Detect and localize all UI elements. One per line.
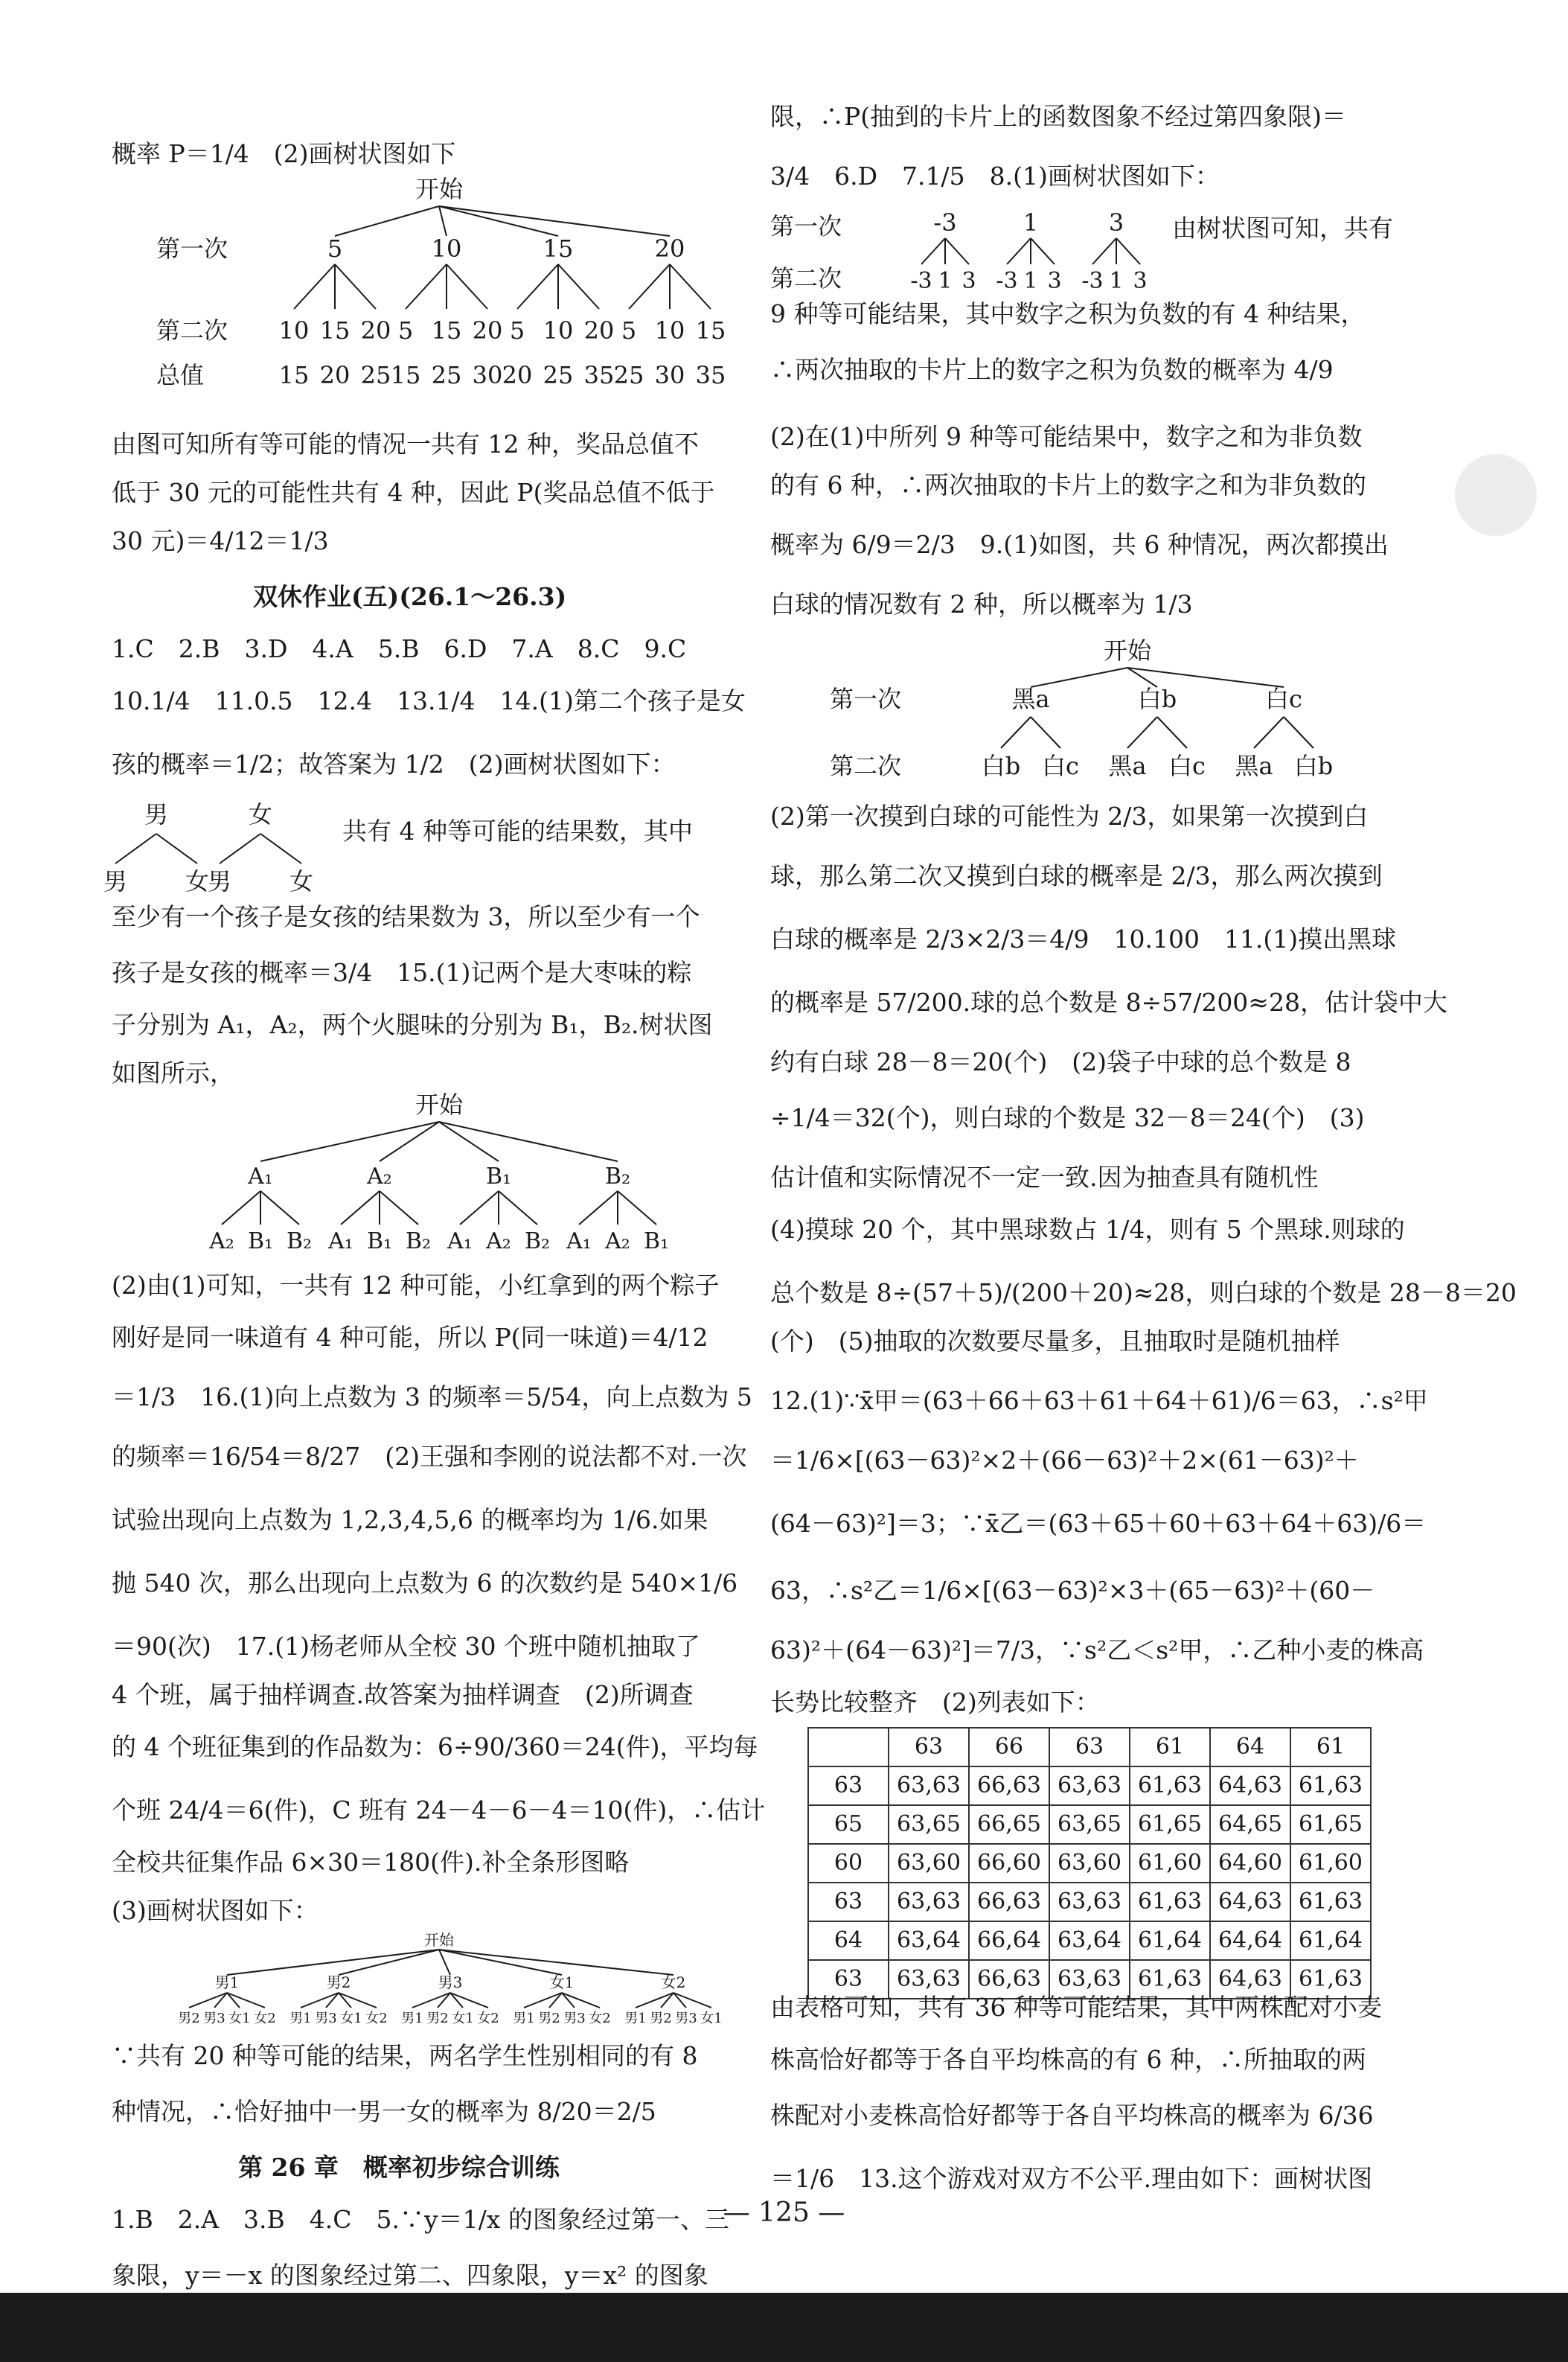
tree-node-label: 男2 (538, 2011, 560, 2026)
table-row (808, 1921, 1371, 1960)
text-line: 总个数是 8÷(57＋5)/(200＋20)≈28，则白球的个数是 28－8＝20 (770, 1278, 1517, 1307)
text-line: ＝1/6×[(63－63)²×2＋(66－63)²＋2×(61－63)²＋ (770, 1446, 1359, 1475)
stamp-watermark (1455, 454, 1537, 536)
tree-node-label: 男 (144, 800, 169, 829)
tree-node-label: 25 (431, 361, 462, 389)
tree-edge (115, 834, 156, 864)
tree-edge (1031, 238, 1055, 264)
zongzi-tree-diagram (156, 1091, 722, 1254)
tree-node-label: 20 (502, 361, 533, 389)
table-cell: 61,63 (1290, 1766, 1371, 1805)
tree-node-label: 15 (278, 361, 310, 389)
tree-edge (294, 264, 335, 309)
tree-node-label: 女 (248, 800, 273, 829)
tree-edge (1254, 717, 1284, 748)
tree-node-label: A₂ (209, 1228, 234, 1254)
text-line: 由表格可知，共有 36 种等可能结果，其中两株配对小麦 (770, 1993, 1382, 2022)
tree-edge (339, 1950, 439, 1975)
tree-edge (629, 264, 670, 309)
table-cell: 64,64 (1210, 1921, 1290, 1960)
tree-edge (1031, 717, 1060, 748)
tree-edge (1007, 238, 1031, 264)
tree-node-label: 男3 (438, 1973, 463, 1991)
table-cell: 63,64 (889, 1921, 969, 1960)
text-line: ∴两次抽取的卡片上的数字之积为负数的概率为 4/9 (770, 355, 1334, 384)
table-row (808, 1883, 1371, 1921)
text-line: 3/4 6.D 7.1/5 8.(1)画树状图如下： (770, 162, 1220, 191)
table-cell: 66,63 (969, 1960, 1049, 1999)
tree-node-label: A₁ (447, 1228, 473, 1254)
text-line: 1.C 2.B 3.D 4.A 5.B 6.D 7.A 8.C 9.C (112, 634, 687, 663)
tree-node-label: 男2 (650, 2011, 672, 2026)
tree-node-label: 20 (360, 316, 391, 345)
tree-node-label: 男1 (289, 2011, 312, 2026)
table-cell: 63,63 (1049, 1883, 1130, 1921)
tree-node-label: 3 (961, 268, 976, 294)
table-cell: 63,63 (889, 1883, 969, 1921)
tree-node-label: B₁ (485, 1164, 512, 1190)
tree-node-label: 10 (543, 316, 574, 345)
tree-node-label: 白c (1042, 752, 1079, 780)
text-line: 估计值和实际情况不一定一致.因为抽查具有随机性 (770, 1163, 1319, 1192)
tree-node-label: B₁ (247, 1228, 274, 1254)
table-cell: 66,63 (969, 1883, 1049, 1921)
tree-node-label: 10 (278, 316, 310, 345)
tree-node-label: -3 (910, 268, 932, 294)
text-line: 白球的情况数有 2 种，所以概率为 1/3 (770, 590, 1193, 619)
tree-edge (1001, 717, 1031, 748)
tree-edge (1127, 717, 1157, 748)
text-line: 63)²＋(64－63)²]＝7/3，∵s²乙＜s²甲，∴乙种小麦的株高 (770, 1635, 1424, 1664)
tree-node-label: 5 (621, 316, 637, 345)
text-line: 个班 24/4＝6(件)，C 班有 24－4－6－4＝10(件)，∴估计 (112, 1796, 766, 1825)
wheat-pairing-table (807, 1727, 1372, 1999)
section-heading: 第 26 章 概率初步综合训练 (238, 2153, 560, 2182)
tree-node-label: B₂ (286, 1228, 313, 1254)
tree-node-label: 1 (1109, 268, 1124, 294)
table-cell: 63,63 (889, 1960, 969, 1999)
tree-edge (439, 1122, 618, 1161)
tree-node-label: 20 (472, 316, 503, 345)
tree-node-label: 白b (1293, 752, 1334, 780)
text-line: ＝1/6 13.这个游戏对双方不公平.理由如下：画树状图 (770, 2164, 1373, 2193)
tree-node-label: -3 (933, 208, 957, 237)
tree-node-label: A₁ (248, 1164, 273, 1190)
tree-node-label: 10 (431, 234, 462, 263)
tree-node-label: 男1 (624, 2011, 647, 2026)
table-cell: 61,63 (1290, 1960, 1371, 1999)
tree-edge (558, 264, 599, 309)
table-cell: 61,64 (1130, 1921, 1210, 1960)
tree-node-label: 10 (654, 316, 685, 345)
text-line: 的 4 个班征集到的作品数为：6÷90/360＝24(件)，平均每 (112, 1732, 758, 1761)
tree-node-label: A₁ (566, 1228, 592, 1254)
text-line: (2)在(1)中所列 9 种等可能结果中，数字之和为非负数 (770, 422, 1363, 451)
text-line: 株高恰好都等于各自平均株高的有 6 种，∴所抽取的两 (770, 2045, 1366, 2074)
section-heading: 双休作业(五)(26.1～26.3) (253, 582, 567, 611)
tree-row-label: 第二次 (156, 316, 228, 345)
tree-node-label: 男3 (203, 2011, 225, 2026)
tree-node-label: 25 (543, 361, 574, 389)
table-header-cell: 63 (1049, 1728, 1130, 1766)
tree-edge (335, 206, 439, 236)
tree-node-label: 35 (583, 361, 615, 389)
tree-edge (1157, 717, 1187, 748)
table-cell: 61,63 (1130, 1883, 1210, 1921)
tree-node-label: 女1 (549, 1973, 575, 1991)
tree-edge (499, 1191, 537, 1225)
tree-node-label: 女1 (228, 2011, 251, 2026)
tree-edge (222, 1191, 260, 1225)
tree-node-label: B₁ (643, 1228, 670, 1254)
tree-edge (260, 834, 301, 864)
text-line: 1.B 2.A 3.B 4.C 5.∵y＝1/x 的图象经过第一、三 (112, 2205, 729, 2234)
tree-node-label: 1 (938, 268, 953, 294)
tree-edge (260, 1122, 439, 1161)
tree-row-label: 第一次 (156, 234, 228, 263)
tree-node-label: 女2 (589, 2011, 611, 2026)
text-line: 株配对小麦株高恰好都等于各自平均株高的概率为 6/36 (770, 2101, 1374, 2130)
tree-node-label: B₁ (366, 1228, 393, 1254)
table-cell: 61,60 (1130, 1844, 1210, 1883)
text-line: 的有 6 种，∴两次抽取的卡片上的数字之和为非负数的 (770, 470, 1366, 499)
tree-root-label: 开始 (415, 1091, 464, 1119)
tree-edge (618, 1191, 656, 1225)
tree-node-label: 男2 (426, 2011, 449, 2026)
tree-node-label: 男2 (178, 2011, 200, 2026)
text-line: (3)画树状图如下： (112, 1896, 319, 1925)
tree-node-label: 女2 (254, 2011, 276, 2026)
text-line: 共有 4 种等可能的结果数，其中 (342, 817, 693, 846)
table-cell: 63,63 (889, 1766, 969, 1805)
text-line: 刚好是同一味道有 4 种可能，所以 P(同一味道)＝4/12 (112, 1323, 708, 1352)
tree-node-label: 女1 (340, 2011, 362, 2026)
table-cell: 63,60 (1049, 1844, 1130, 1883)
text-line: 孩的概率＝1/2；故答案为 1/2 (2)画树状图如下： (112, 750, 676, 779)
table-header-row (808, 1728, 1371, 1766)
tree-node-label: 25 (613, 361, 644, 389)
text-line: (2)第一次摸到白球的可能性为 2/3，如果第一次摸到白 (770, 802, 1369, 831)
tree-node-label: B₂ (405, 1228, 432, 1254)
tree-edge (439, 1950, 450, 1975)
scan-edge-bar (0, 2293, 1568, 2362)
tree-node-label: 男3 (675, 2011, 697, 2026)
table-cell: 61,60 (1290, 1844, 1371, 1883)
tree-edge (460, 1191, 499, 1225)
tree-node-label: 女2 (661, 1973, 686, 1991)
table-cell: 63,60 (889, 1844, 969, 1883)
tree-node-label: 20 (654, 234, 685, 263)
tree-node-label: 3 (1108, 208, 1124, 237)
text-line: 约有白球 28－8＝20(个) (2)袋子中球的总个数是 8 (770, 1047, 1351, 1076)
tree-node-label: 30 (472, 361, 503, 389)
balls-tree-diagram (830, 636, 1351, 785)
table-cell: 61,65 (1130, 1805, 1210, 1844)
tree-node-label: 20 (319, 361, 351, 389)
text-line: 概率 P＝1/4 (2)画树状图如下 (112, 139, 456, 168)
text-line: 子分别为 A₁，A₂，两个火腿味的分别为 B₁，B₂.树状图 (112, 1010, 713, 1039)
tree-edge (1092, 238, 1116, 264)
tree-row-label: 总值 (156, 361, 205, 389)
text-line: 由图可知所有等可能的情况一共有 12 种，奖品总值不 (112, 430, 699, 459)
children-tree-diagram (103, 800, 320, 897)
table-cell: 63 (808, 1883, 889, 1921)
table-cell: 65 (808, 1805, 889, 1844)
tree-node-label: 25 (360, 361, 391, 389)
table-cell: 66,65 (969, 1805, 1049, 1844)
text-line: 至少有一个孩子是女孩的结果数为 3，所以至少有一个 (112, 902, 700, 931)
tree-edge (227, 1950, 439, 1975)
text-line: 种情况，∴恰好抽中一男一女的概率为 8/20＝2/5 (112, 2097, 656, 2126)
text-line: 63，∴s²乙＝1/6×[(63－63)²×3＋(65－63)²＋(60－ (770, 1576, 1375, 1605)
text-line: 如图所示， (112, 1059, 234, 1088)
text-line: ÷1/4＝32(个)，则白球的个数是 32－8＝24(个) (3) (770, 1103, 1365, 1132)
tree-edge (1116, 238, 1140, 264)
table-cell: 64,63 (1210, 1883, 1290, 1921)
table-header-cell: 63 (889, 1728, 969, 1766)
tree-node-label: -3 (996, 268, 1018, 294)
tree-node-label: 白c (1168, 752, 1206, 780)
text-line: 孩子是女孩的概率＝3/4 15.(1)记两个是大枣味的粽 (112, 958, 692, 987)
text-line: 球，那么第二次又摸到白球的概率是 2/3，那么两次摸到 (770, 861, 1383, 890)
text-line: 的概率是 57/200.球的总个数是 8÷57/200≈28，估计袋中大 (770, 988, 1447, 1017)
text-line: 9 种等可能结果，其中数字之积为负数的有 4 种结果， (770, 299, 1366, 328)
table-cell: 64,60 (1210, 1844, 1290, 1883)
tree-row-label: 第二次 (830, 752, 902, 780)
tree-root-label: 开始 (415, 175, 464, 203)
tree-node-label: 15 (319, 316, 351, 345)
table-cell: 63 (808, 1766, 889, 1805)
tree-node-label: 女2 (477, 2011, 499, 2026)
tree-edge (220, 834, 260, 864)
text-line: ＝1/3 16.(1)向上点数为 3 的频率＝5/54，向上点数为 5 (112, 1382, 752, 1411)
table-row (808, 1766, 1371, 1805)
tree-edge (517, 264, 558, 309)
prize-tree-diagram (156, 175, 726, 413)
table-cell: 64,63 (1210, 1960, 1290, 1999)
tree-node-label: B₂ (604, 1164, 631, 1190)
table-cell: 61,64 (1290, 1921, 1371, 1960)
tree-node-label: A₂ (486, 1228, 511, 1254)
tree-edge (447, 264, 487, 309)
students-tree-diagram (156, 1932, 722, 2029)
text-line: 长势比较整齐 (2)列表如下： (770, 1688, 1100, 1717)
tree-node-label: 白b (981, 752, 1021, 780)
table-cell: 63 (808, 1960, 889, 1999)
tree-node-label: 15 (390, 361, 421, 389)
tree-node-label: 黑a (1108, 752, 1147, 780)
tree-node-label: 1 (1023, 268, 1038, 294)
tree-node-label: 30 (654, 361, 685, 389)
table-cell: 60 (808, 1844, 889, 1883)
tree-node-label: 35 (695, 361, 726, 389)
text-line: 的频率＝16/54＝8/27 (2)王强和李刚的说法都不对.一次 (112, 1442, 747, 1471)
tree-edge (380, 1191, 418, 1225)
table-cell: 64,63 (1210, 1766, 1290, 1805)
tree-node-label: 15 (695, 316, 726, 345)
text-line: 试验出现向上点数为 1,2,3,4,5,6 的概率均为 1/6.如果 (112, 1505, 708, 1534)
text-line: 抛 540 次，那么出现向上点数为 6 的次数约是 540×1/6 (112, 1568, 738, 1597)
table-cell: 61,63 (1290, 1883, 1371, 1921)
text-line: 白球的概率是 2/3×2/3＝4/9 10.100 11.(1)摸出黑球 (770, 925, 1397, 954)
table-cell: 66,60 (969, 1844, 1049, 1883)
tree-node-label: 5 (509, 316, 525, 345)
text-line: (个) (5)抽取的次数要尽量多，且抽取时是随机抽样 (770, 1327, 1340, 1356)
tree-edge (921, 238, 945, 264)
cards-tree-diagram (770, 205, 1172, 298)
tree-row-label: 第二次 (770, 264, 842, 293)
table-header-cell: 61 (1130, 1728, 1210, 1766)
tree-edge (670, 264, 711, 309)
tree-node-label: 白b (1137, 685, 1177, 713)
tree-edge (439, 1950, 562, 1975)
tree-node-label: 男1 (401, 2011, 423, 2026)
tree-node-label: 黑a (1011, 685, 1050, 713)
tree-node-label: 5 (327, 234, 343, 263)
table-cell: 66,63 (969, 1766, 1049, 1805)
table-cell: 63,64 (1049, 1921, 1130, 1960)
text-line: ＝90(次) 17.(1)杨老师从全校 30 个班中随机抽取了 (112, 1632, 700, 1661)
table-header-cell: 66 (969, 1728, 1049, 1766)
tree-edge (579, 1191, 618, 1225)
tree-edge (260, 1191, 299, 1225)
tree-node-label: 男 (103, 867, 128, 896)
table-row (808, 1844, 1371, 1883)
table-row (808, 1805, 1371, 1844)
tree-node-label: A₂ (605, 1228, 630, 1254)
tree-node-label: 女2 (365, 2011, 388, 2026)
tree-node-label: 男1 (214, 1973, 240, 1991)
table-cell: 64 (808, 1921, 889, 1960)
tree-row-label: 第一次 (770, 212, 842, 240)
tree-node-label: 15 (543, 234, 574, 263)
text-line: 4 个班，属于抽样调查.故答案为抽样调查 (2)所调查 (112, 1680, 694, 1709)
tree-edge (335, 264, 376, 309)
table-cell: 63,65 (889, 1805, 969, 1844)
table-cell: 61,63 (1130, 1766, 1210, 1805)
text-line: (64－63)²]＝3；∵x̄乙＝(63＋65＋60＋63＋64＋63)/6＝ (770, 1509, 1427, 1538)
tree-node-label: A₁ (328, 1228, 353, 1254)
text-line: 12.(1)∵x̄甲＝(63＋66＋63＋61＋64＋61)/6＝63，∴s²甲 (770, 1386, 1428, 1415)
tree-row-label: 第一次 (830, 685, 902, 713)
tree-edge (439, 1950, 673, 1975)
tree-node-label: 男1 (513, 2011, 535, 2026)
tree-node-label: 女 (185, 867, 210, 896)
tree-edge (1284, 717, 1313, 748)
text-line: 低于 30 元的可能性共有 4 种，因此 P(奖品总值不低于 (112, 478, 715, 507)
tree-node-label: -3 (1081, 268, 1104, 294)
tree-node-label: 男3 (315, 2011, 337, 2026)
text-line: 30 元)＝4/12＝1/3 (112, 526, 329, 555)
tree-node-label: 男3 (563, 2011, 586, 2026)
text-line: 全校共征集作品 6×30＝180(件).补全条形图略 (112, 1848, 630, 1877)
text-line: ∵共有 20 种等可能的结果，两名学生性别相同的有 8 (112, 2041, 698, 2070)
tree-edge (945, 238, 969, 264)
tree-node-label: 20 (583, 316, 615, 345)
table-cell: 61,65 (1290, 1805, 1371, 1844)
text-line: 象限，y＝－x 的图象经过第二、四象限，y＝x² 的图象 (112, 2261, 708, 2290)
text-line: (4)摸球 20 个，其中黑球数占 1/4，则有 5 个黑球.则球的 (770, 1215, 1405, 1244)
tree-edge (439, 206, 558, 236)
tree-node-label: 15 (431, 316, 462, 345)
table-cell: 63,65 (1049, 1805, 1130, 1844)
table-cell: 63,63 (1049, 1766, 1130, 1805)
text-line: 概率为 6/9＝2/3 9.(1)如图，共 6 种情况，两次都摸出 (770, 530, 1389, 559)
text-line: 限，∴P(抽到的卡片上的函数图象不经过第四象限)＝ (770, 102, 1346, 131)
tree-node-label: 黑a (1235, 752, 1273, 780)
page-number: — 125 — (723, 2197, 845, 2228)
table-cell: 64,65 (1210, 1805, 1290, 1844)
tree-node-label: 白c (1265, 685, 1302, 713)
tree-edge (439, 206, 447, 236)
table-cell: 66,64 (969, 1921, 1049, 1960)
text-line: (2)由(1)可知，一共有 12 种可能，小红拿到的两个粽子 (112, 1271, 720, 1300)
tree-node-label: 女1 (700, 2011, 723, 2026)
tree-node-label: A₂ (367, 1164, 392, 1190)
tree-node-label: 3 (1047, 268, 1062, 294)
tree-node-label: 1 (1023, 208, 1039, 237)
tree-root-label: 开始 (1103, 636, 1152, 665)
tree-edge (406, 264, 447, 309)
table-header-cell (808, 1728, 889, 1766)
table-cell: 61,63 (1130, 1960, 1210, 1999)
tree-node-label: 5 (397, 316, 414, 345)
tree-node-label: 男 (207, 867, 232, 896)
tree-node-label: 女1 (452, 2011, 474, 2026)
tree-edge (439, 206, 670, 236)
tree-node-label: B₂ (524, 1228, 551, 1254)
tree-edge (156, 834, 197, 864)
tree-node-label: 3 (1133, 268, 1148, 294)
tree-root-label: 开始 (424, 1931, 454, 1949)
table-header-cell: 61 (1290, 1728, 1371, 1766)
table-cell: 63,63 (1049, 1960, 1130, 1999)
text-line: 10.1/4 11.0.5 12.4 13.1/4 14.(1)第二个孩子是女 (112, 686, 746, 715)
text-line: 由树状图可知，共有 (1172, 214, 1393, 243)
tree-edge (341, 1191, 380, 1225)
tree-node-label: 女 (289, 867, 314, 896)
table-header-cell: 64 (1210, 1728, 1290, 1766)
tree-node-label: 男2 (326, 1973, 351, 1991)
